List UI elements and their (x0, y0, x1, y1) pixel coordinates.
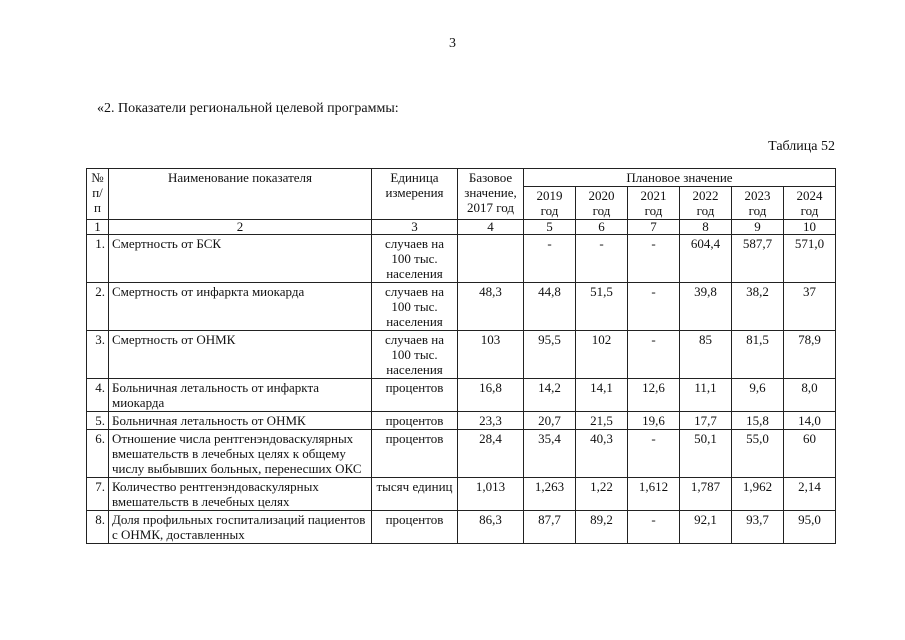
indicator-name: Смертность от инфаркта миокарда (109, 283, 372, 331)
indicator-name: Больничная летальность от инфаркта миокарда (109, 379, 372, 412)
column-number: 2 (109, 220, 372, 235)
plan-value: 571,0 (784, 235, 836, 283)
plan-value: 14,2 (524, 379, 576, 412)
unit-cell: процентов (372, 430, 458, 478)
base-value: 1,013 (458, 478, 524, 511)
plan-value: 11,1 (680, 379, 732, 412)
plan-value: - (628, 283, 680, 331)
plan-value: 37 (784, 283, 836, 331)
plan-value: 1,962 (732, 478, 784, 511)
plan-value: 95,0 (784, 511, 836, 544)
plan-value: 50,1 (680, 430, 732, 478)
indicators-table (86, 168, 836, 544)
column-number: 6 (576, 220, 628, 235)
base-value: 86,3 (458, 511, 524, 544)
header-year: 2022 год (680, 187, 732, 220)
column-number: 9 (732, 220, 784, 235)
plan-value: 20,7 (524, 412, 576, 430)
plan-value: 12,6 (628, 379, 680, 412)
plan-value: 17,7 (680, 412, 732, 430)
header-unit: Единица измерения (372, 169, 458, 220)
plan-value: - (628, 430, 680, 478)
base-value (458, 235, 524, 283)
plan-value: 60 (784, 430, 836, 478)
row-number: 7. (87, 478, 109, 511)
plan-value: 587,7 (732, 235, 784, 283)
plan-value: - (628, 235, 680, 283)
unit-cell: случаев на 100 тыс. населения (372, 331, 458, 379)
plan-value: 92,1 (680, 511, 732, 544)
unit-cell: процентов (372, 511, 458, 544)
base-value: 16,8 (458, 379, 524, 412)
plan-value: 51,5 (576, 283, 628, 331)
plan-value: 39,8 (680, 283, 732, 331)
section-heading: «2. Показатели региональной целевой программы: (97, 101, 399, 116)
table-row (87, 283, 836, 331)
plan-value: 55,0 (732, 430, 784, 478)
plan-value: 95,5 (524, 331, 576, 379)
plan-value: 89,2 (576, 511, 628, 544)
plan-value: - (628, 331, 680, 379)
table-row (87, 511, 836, 544)
plan-value: 1,612 (628, 478, 680, 511)
plan-value: 87,7 (524, 511, 576, 544)
column-number-row (87, 220, 836, 235)
row-number: 3. (87, 331, 109, 379)
plan-value: 8,0 (784, 379, 836, 412)
unit-cell: тысяч единиц (372, 478, 458, 511)
plan-value: - (576, 235, 628, 283)
header-year: 2020 год (576, 187, 628, 220)
base-value: 28,4 (458, 430, 524, 478)
row-number: 1. (87, 235, 109, 283)
indicator-name: Больничная летальность от ОНМК (109, 412, 372, 430)
row-number: 5. (87, 412, 109, 430)
plan-value: 15,8 (732, 412, 784, 430)
column-number: 5 (524, 220, 576, 235)
plan-value: 2,14 (784, 478, 836, 511)
plan-value: 604,4 (680, 235, 732, 283)
indicator-name: Смертность от БСК (109, 235, 372, 283)
plan-value: 44,8 (524, 283, 576, 331)
column-number: 8 (680, 220, 732, 235)
unit-cell: процентов (372, 412, 458, 430)
column-number: 7 (628, 220, 680, 235)
column-number: 3 (372, 220, 458, 235)
page-number: 3 (449, 36, 456, 51)
table-row (87, 235, 836, 283)
indicator-name: Отношение числа рентгенэндоваскулярных вмешательств в лечебных целях к общему числу выбывших больных, перенесших ОКС (109, 430, 372, 478)
plan-value: - (524, 235, 576, 283)
plan-value: 14,1 (576, 379, 628, 412)
header-plan: Плановое значение (524, 169, 836, 187)
plan-value: 1,263 (524, 478, 576, 511)
row-number: 4. (87, 379, 109, 412)
table-row (87, 331, 836, 379)
indicator-name: Доля профильных госпитализаций пациентов с ОНМК, доставленных (109, 511, 372, 544)
header-row-1 (87, 169, 836, 187)
plan-value: 1,787 (680, 478, 732, 511)
plan-value: 14,0 (784, 412, 836, 430)
plan-value: 21,5 (576, 412, 628, 430)
column-number: 10 (784, 220, 836, 235)
base-value: 23,3 (458, 412, 524, 430)
plan-value: 78,9 (784, 331, 836, 379)
unit-cell: процентов (372, 379, 458, 412)
plan-value: 1,22 (576, 478, 628, 511)
header-year: 2024 год (784, 187, 836, 220)
column-number: 1 (87, 220, 109, 235)
unit-cell: случаев на 100 тыс. населения (372, 283, 458, 331)
table-row (87, 412, 836, 430)
plan-value: 102 (576, 331, 628, 379)
row-number: 6. (87, 430, 109, 478)
unit-cell: случаев на 100 тыс. населения (372, 235, 458, 283)
header-base: Базовое значение, 2017 год (458, 169, 524, 220)
plan-value: 40,3 (576, 430, 628, 478)
plan-value: 9,6 (732, 379, 784, 412)
indicator-name: Количество рентгенэндоваскулярных вмешательств в лечебных целях (109, 478, 372, 511)
plan-value: 35,4 (524, 430, 576, 478)
header-year: 2019 год (524, 187, 576, 220)
plan-value: 38,2 (732, 283, 784, 331)
table-row (87, 379, 836, 412)
plan-value: 85 (680, 331, 732, 379)
indicator-name: Смертность от ОНМК (109, 331, 372, 379)
header-year: 2021 год (628, 187, 680, 220)
header-year: 2023 год (732, 187, 784, 220)
header-name: Наименование показателя (109, 169, 372, 220)
header-num: № п/п (87, 169, 109, 220)
plan-value: - (628, 511, 680, 544)
table-row (87, 478, 836, 511)
base-value: 48,3 (458, 283, 524, 331)
table-row (87, 430, 836, 478)
base-value: 103 (458, 331, 524, 379)
row-number: 8. (87, 511, 109, 544)
plan-value: 81,5 (732, 331, 784, 379)
plan-value: 19,6 (628, 412, 680, 430)
table-label: Таблица 52 (768, 139, 835, 154)
column-number: 4 (458, 220, 524, 235)
row-number: 2. (87, 283, 109, 331)
plan-value: 93,7 (732, 511, 784, 544)
